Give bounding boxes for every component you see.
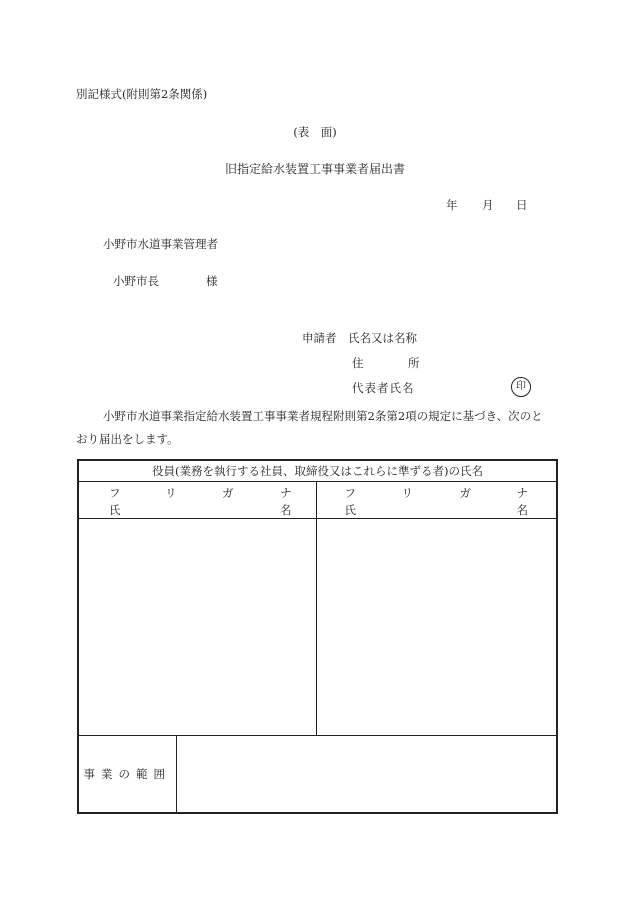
officer-names-right[interactable]: [316, 519, 557, 736]
addressee-org: 小野市水道事業管理者: [103, 237, 218, 251]
kana-na: ナ: [280, 486, 292, 500]
date-month: 月: [482, 198, 494, 212]
seal-mark: 印: [511, 377, 531, 397]
applicant-label: 申請者: [302, 331, 337, 345]
furigana-header-right: [316, 482, 557, 519]
body-text-line1: 小野市水道事業指定給水装置工事事業者規程附則第2条第2項の規定に基づき、次のと: [103, 409, 543, 423]
kana-ga: ガ: [222, 486, 234, 500]
body-text-line2: おり届出をします。: [76, 432, 179, 446]
mei-label: 名: [280, 503, 292, 517]
shi-label: 氏: [109, 503, 121, 517]
kana-fu: フ: [109, 486, 121, 500]
address-label-2: 所: [408, 356, 420, 370]
shi-label: 氏: [344, 503, 356, 517]
honorific: 様: [206, 274, 218, 288]
date-year: 年: [446, 198, 458, 212]
annex-label: 別記様式(附則第2条関係): [76, 87, 208, 101]
officers-table: [77, 459, 558, 814]
mei-label: 名: [516, 503, 528, 517]
date-day: 日: [516, 198, 528, 212]
address-label-1: 住: [352, 356, 364, 370]
kana-ri: リ: [401, 486, 413, 500]
applicant-name-label: 氏名又は名称: [348, 331, 417, 345]
kana-fu: フ: [344, 486, 356, 500]
side-label: (表 面): [293, 125, 337, 139]
representative-label: 代表者氏名: [352, 381, 415, 395]
addressee-name: 小野市長: [113, 274, 159, 288]
kana-na: ナ: [516, 486, 528, 500]
kana-ga: ガ: [459, 486, 471, 500]
kana-ri: リ: [165, 486, 177, 500]
table-header: 役員(業務を執行する社員、取締役又はこれらに準ずる者)の氏名: [78, 460, 557, 482]
document-title: 旧指定給水装置工事事業者届出書: [224, 162, 405, 176]
officer-names-left[interactable]: [78, 519, 316, 736]
business-scope-label: 事業の範囲: [78, 736, 176, 814]
business-scope-field[interactable]: [176, 736, 557, 814]
furigana-header-left: [78, 482, 316, 519]
